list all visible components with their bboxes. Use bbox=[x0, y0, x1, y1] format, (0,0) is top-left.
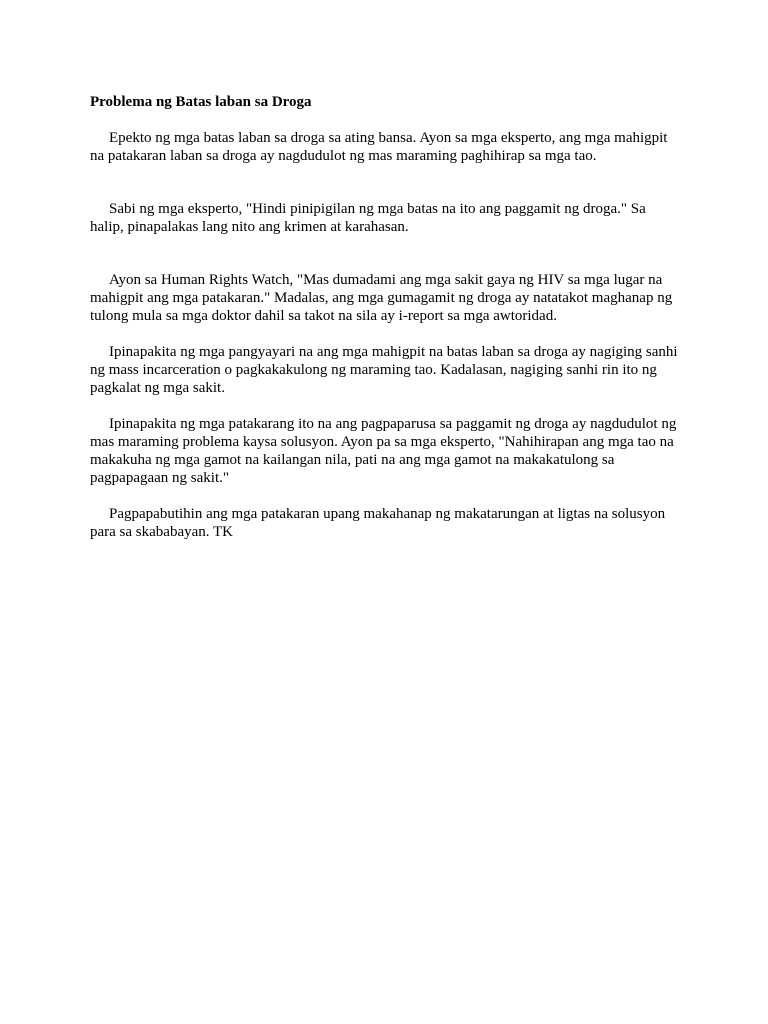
paragraph-4: Ipinapakita ng mga pangyayari na ang mga mahigpit na batas laban sa droga ay nagiging sanhi ng mass incarceration o pagkakakulong ng maraming tao. Kadalasan, nagiging sanhi rin ito ng pagkalat ng mga sakit. bbox=[90, 344, 678, 396]
paragraph-3: Ayon sa Human Rights Watch, "Mas dumadami ang mga sakit gaya ng HIV sa mga lugar na mahigpit ang mga patakaran." Madalas, ang mga gumagamit ng droga ay natatakot maghanap ng tulong mula sa mga doktor dahil sa takot na sila ay i-report sa mga awtoridad. bbox=[90, 272, 673, 324]
paragraph-6: Pagpapabutihin ang mga patakaran upang makahanap ng makatarungan at ligtas na solusyon para sa skababayan. TK bbox=[90, 506, 666, 540]
document-page bbox=[90, 93, 682, 541]
document-title: Problema ng Batas laban sa Droga bbox=[90, 94, 312, 110]
paragraph-spacer bbox=[90, 487, 682, 505]
paragraph-1: Epekto ng mga batas laban sa droga sa ating bansa. Ayon sa mga eksperto, ang mga mahigpit na patakaran laban sa droga ay nagdudulot ng mas maraming paghihirap sa mga tao. bbox=[90, 130, 668, 164]
paragraph-spacer bbox=[90, 325, 682, 343]
paragraph-spacer bbox=[90, 397, 682, 415]
paragraph-spacer bbox=[90, 165, 682, 200]
paragraph-spacer bbox=[90, 236, 682, 271]
paragraph-5: Ipinapakita ng mga patakarang ito na ang pagpaparusa sa paggamit ng droga ay nagdudulot ng mas maraming problema kaysa solusyon. Ayon pa sa mga eksperto, "Nahihirapan ang mga tao na makakuha ng mga gamot na kailangan nila, pati na ang mga gamot na makakatulong sa pagpapagaan ng sakit." bbox=[90, 416, 677, 486]
paragraph-2: Sabi ng mga eksperto, "Hindi pinipigilan ng mga batas na ito ang paggamit ng droga." Sa halip, pinapalakas lang nito ang krimen at karahasan. bbox=[90, 201, 646, 235]
